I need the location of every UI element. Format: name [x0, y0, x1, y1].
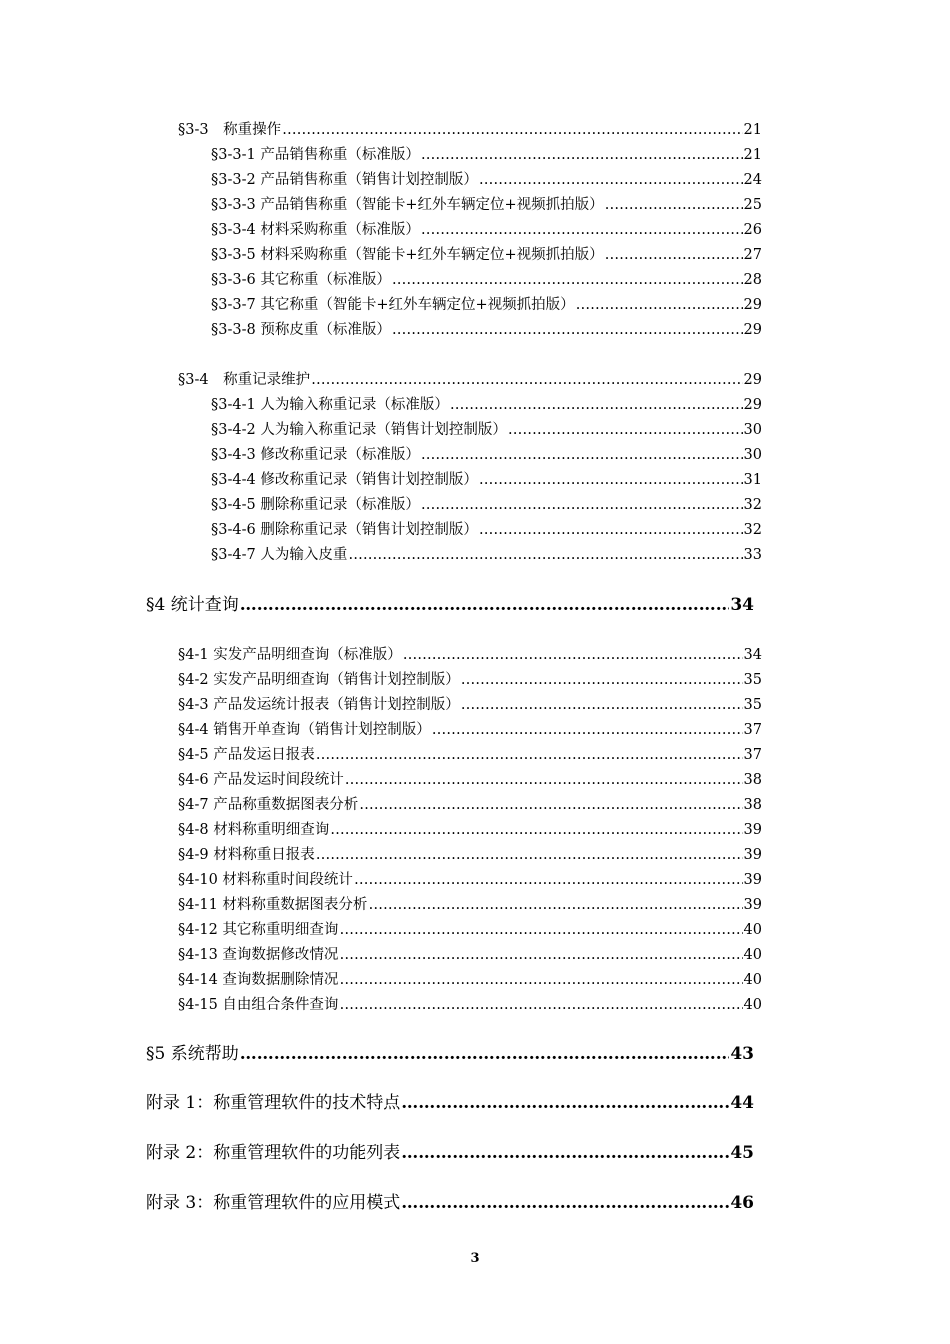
toc-leader	[461, 697, 743, 713]
toc-entry-page: 28	[743, 272, 762, 288]
toc-appendix-page: 45	[730, 1143, 754, 1163]
toc-chapter-page: 43	[730, 1044, 754, 1064]
toc-entry-page: 38	[743, 797, 762, 813]
toc-entry-title: §3-4-4 修改称重记录（销售计划控制版）	[211, 472, 478, 488]
toc-entry-title: §4-14 查询数据删除情况	[178, 972, 339, 988]
toc-entry[interactable]	[178, 693, 762, 714]
toc-entry[interactable]	[178, 943, 762, 964]
toc-entry-page: 40	[743, 972, 762, 988]
toc-entry[interactable]	[178, 843, 762, 864]
toc-leader	[316, 847, 743, 863]
toc-leader	[479, 472, 743, 488]
toc-entry[interactable]	[178, 668, 762, 689]
toc-entry-title: §3-3-5 材料采购称重（智能卡+红外车辆定位+视频抓拍版）	[211, 247, 604, 263]
toc-entry-page: 33	[743, 547, 762, 563]
toc-leader	[354, 872, 743, 888]
toc-leader	[368, 897, 742, 913]
toc-entry[interactable]	[211, 543, 762, 564]
toc-entry-title: §4-2 实发产品明细查询（销售计划控制版）	[178, 672, 460, 688]
toc-leader	[605, 247, 743, 263]
toc-leader	[421, 147, 743, 163]
toc-entry-title: §3-3-7 其它称重（智能卡+红外车辆定位+视频抓拍版）	[211, 297, 575, 313]
toc-entry-title: §3-3-2 产品销售称重（销售计划控制版）	[211, 172, 478, 188]
toc-leader	[479, 522, 743, 538]
toc-entry-page: 21	[743, 122, 762, 138]
toc-entry-title: §3-3-8 预称皮重（标准版）	[211, 322, 391, 338]
toc-chapter-title: §4 统计查询	[146, 595, 239, 615]
toc-leader	[421, 222, 743, 238]
toc-entry[interactable]	[178, 368, 762, 389]
toc-entry[interactable]	[178, 118, 762, 139]
toc-chapter[interactable]	[146, 1039, 754, 1064]
toc-entry-page: 40	[743, 997, 762, 1013]
toc-leader	[479, 172, 743, 188]
toc-entry-title: §4-4 销售开单查询（销售计划控制版）	[178, 722, 431, 738]
toc-leader	[450, 397, 743, 413]
toc-entry-title: §4-9 材料称重日报表	[178, 847, 315, 863]
toc-entry-title: §3-4-2 人为输入称重记录（销售计划控制版）	[211, 422, 507, 438]
toc-leader	[401, 1143, 729, 1163]
toc-entry-page: 35	[743, 672, 762, 688]
toc-leader	[282, 122, 742, 138]
toc-entry[interactable]	[211, 143, 762, 164]
toc-entry-page: 40	[743, 922, 762, 938]
toc-entry[interactable]	[211, 243, 762, 264]
toc-entry-page: 30	[743, 447, 762, 463]
toc-entry[interactable]	[178, 818, 762, 839]
toc-entry[interactable]	[211, 218, 762, 239]
toc-leader	[432, 722, 743, 738]
toc-entry[interactable]	[211, 443, 762, 464]
toc-entry-page: 31	[743, 472, 762, 488]
toc-leader	[461, 672, 743, 688]
toc-leader	[421, 497, 743, 513]
toc-entry-page: 38	[743, 772, 762, 788]
toc-leader	[605, 197, 743, 213]
toc-entry-title: §3-3-4 材料采购称重（标准版）	[211, 222, 420, 238]
toc-entry-title: §4-6 产品发运时间段统计	[178, 772, 344, 788]
toc-leader	[240, 595, 730, 615]
toc-entry[interactable]	[211, 168, 762, 189]
toc-entry[interactable]	[178, 718, 762, 739]
toc-entry-page: 40	[743, 947, 762, 963]
toc-entry-title: §4-5 产品发运日报表	[178, 747, 315, 763]
toc-leader	[421, 447, 743, 463]
toc-entry-page: 32	[743, 497, 762, 513]
toc-entry-title: §3-4-5 删除称重记录（标准版）	[211, 497, 420, 513]
toc-entry-title: §3-4 称重记录维护	[178, 372, 311, 388]
toc-leader	[339, 972, 742, 988]
toc-entry[interactable]	[178, 643, 762, 664]
toc-leader	[401, 1093, 729, 1113]
toc-entry-title: §3-3 称重操作	[178, 122, 282, 138]
toc-entry-page: 39	[743, 847, 762, 863]
toc-appendix-page: 44	[730, 1093, 754, 1113]
toc-entry[interactable]	[211, 393, 762, 414]
toc-entry-page: 29	[743, 397, 762, 413]
toc-entry-page: 39	[743, 872, 762, 888]
toc-chapter-title: §5 系统帮助	[146, 1044, 239, 1064]
toc-entry-title: §3-4-1 人为输入称重记录（标准版）	[211, 397, 449, 413]
toc-entry-page: 39	[743, 897, 762, 913]
toc-entry[interactable]	[178, 768, 762, 789]
toc-entry[interactable]	[178, 743, 762, 764]
toc-entry[interactable]	[178, 918, 762, 939]
toc-entry-page: 34	[743, 647, 762, 663]
toc-appendix-title: 附录 1：称重管理软件的技术特点	[146, 1093, 401, 1113]
toc-leader	[576, 297, 743, 313]
toc-leader	[339, 922, 742, 938]
toc-entry-page: 32	[743, 522, 762, 538]
toc-entry[interactable]	[178, 893, 762, 914]
toc-leader	[392, 322, 743, 338]
toc-entry-page: 27	[743, 247, 762, 263]
toc-leader	[403, 647, 743, 663]
toc-entry-page: 35	[743, 697, 762, 713]
toc-entry-page: 29	[743, 297, 762, 313]
toc-appendix-page: 46	[730, 1193, 754, 1213]
toc-appendix-title: 附录 3：称重管理软件的应用模式	[146, 1193, 401, 1213]
toc-leader	[311, 372, 742, 388]
toc-entry-title: §3-3-3 产品销售称重（智能卡+红外车辆定位+视频抓拍版）	[211, 197, 604, 213]
toc-entry[interactable]	[211, 268, 762, 289]
toc-entry-page: 30	[743, 422, 762, 438]
toc-leader	[348, 547, 742, 563]
toc-leader	[316, 747, 743, 763]
toc-leader	[401, 1193, 729, 1213]
page-number: 3	[470, 1251, 480, 1266]
toc-appendix[interactable]	[146, 1088, 754, 1113]
toc-entry-page: 25	[743, 197, 762, 213]
toc-entry-page: 29	[743, 372, 762, 388]
toc-leader	[345, 772, 743, 788]
toc-entry[interactable]	[211, 293, 762, 314]
toc-entry[interactable]	[178, 968, 762, 989]
toc-entry-page: 37	[743, 722, 762, 738]
toc-entry[interactable]	[211, 318, 762, 339]
toc-appendix-title: 附录 2：称重管理软件的功能列表	[146, 1143, 401, 1163]
toc-entry-page: 39	[743, 822, 762, 838]
toc-entry[interactable]	[178, 993, 762, 1014]
toc-entry-title: §3-4-7 人为输入皮重	[211, 547, 348, 563]
toc-entry-title: §3-4-6 删除称重记录（销售计划控制版）	[211, 522, 478, 538]
toc-entry[interactable]	[211, 418, 762, 439]
toc-entry-page: 29	[743, 322, 762, 338]
toc-entry-page: 21	[743, 147, 762, 163]
toc-entry-title: §4-1 实发产品明细查询（标准版）	[178, 647, 402, 663]
toc-entry[interactable]	[211, 518, 762, 539]
toc-entry-title: §4-11 材料称重数据图表分析	[178, 897, 368, 913]
toc-entry[interactable]	[178, 868, 762, 889]
toc-entry-title: §4-15 自由组合条件查询	[178, 997, 339, 1013]
toc-entry-page: 26	[743, 222, 762, 238]
toc-appendix[interactable]	[146, 1188, 754, 1213]
toc-chapter-page: 34	[730, 595, 754, 615]
toc-leader	[330, 822, 742, 838]
toc-entry[interactable]	[178, 793, 762, 814]
toc-entry[interactable]	[211, 468, 762, 489]
toc-entry[interactable]	[211, 493, 762, 514]
toc-entry-title: §3-3-6 其它称重（标准版）	[211, 272, 391, 288]
toc-entry[interactable]	[211, 193, 762, 214]
toc-leader	[339, 997, 742, 1013]
toc-appendix[interactable]	[146, 1138, 754, 1163]
toc-entry-title: §4-8 材料称重明细查询	[178, 822, 330, 838]
toc-leader	[240, 1044, 730, 1064]
toc-leader	[508, 422, 743, 438]
toc-leader	[359, 797, 742, 813]
toc-chapter[interactable]	[146, 590, 754, 615]
toc-entry-title: §4-12 其它称重明细查询	[178, 922, 339, 938]
toc-entry-title: §4-3 产品发运统计报表（销售计划控制版）	[178, 697, 460, 713]
toc-entry-title: §3-4-3 修改称重记录（标准版）	[211, 447, 420, 463]
toc-entry-page: 24	[743, 172, 762, 188]
toc-leader	[339, 947, 742, 963]
toc-entry-title: §4-7 产品称重数据图表分析	[178, 797, 359, 813]
toc-entry-title: §4-13 查询数据修改情况	[178, 947, 339, 963]
toc-entry-page: 37	[743, 747, 762, 763]
toc-leader	[392, 272, 743, 288]
toc-entry-title: §3-3-1 产品销售称重（标准版）	[211, 147, 420, 163]
toc-entry-title: §4-10 材料称重时间段统计	[178, 872, 353, 888]
